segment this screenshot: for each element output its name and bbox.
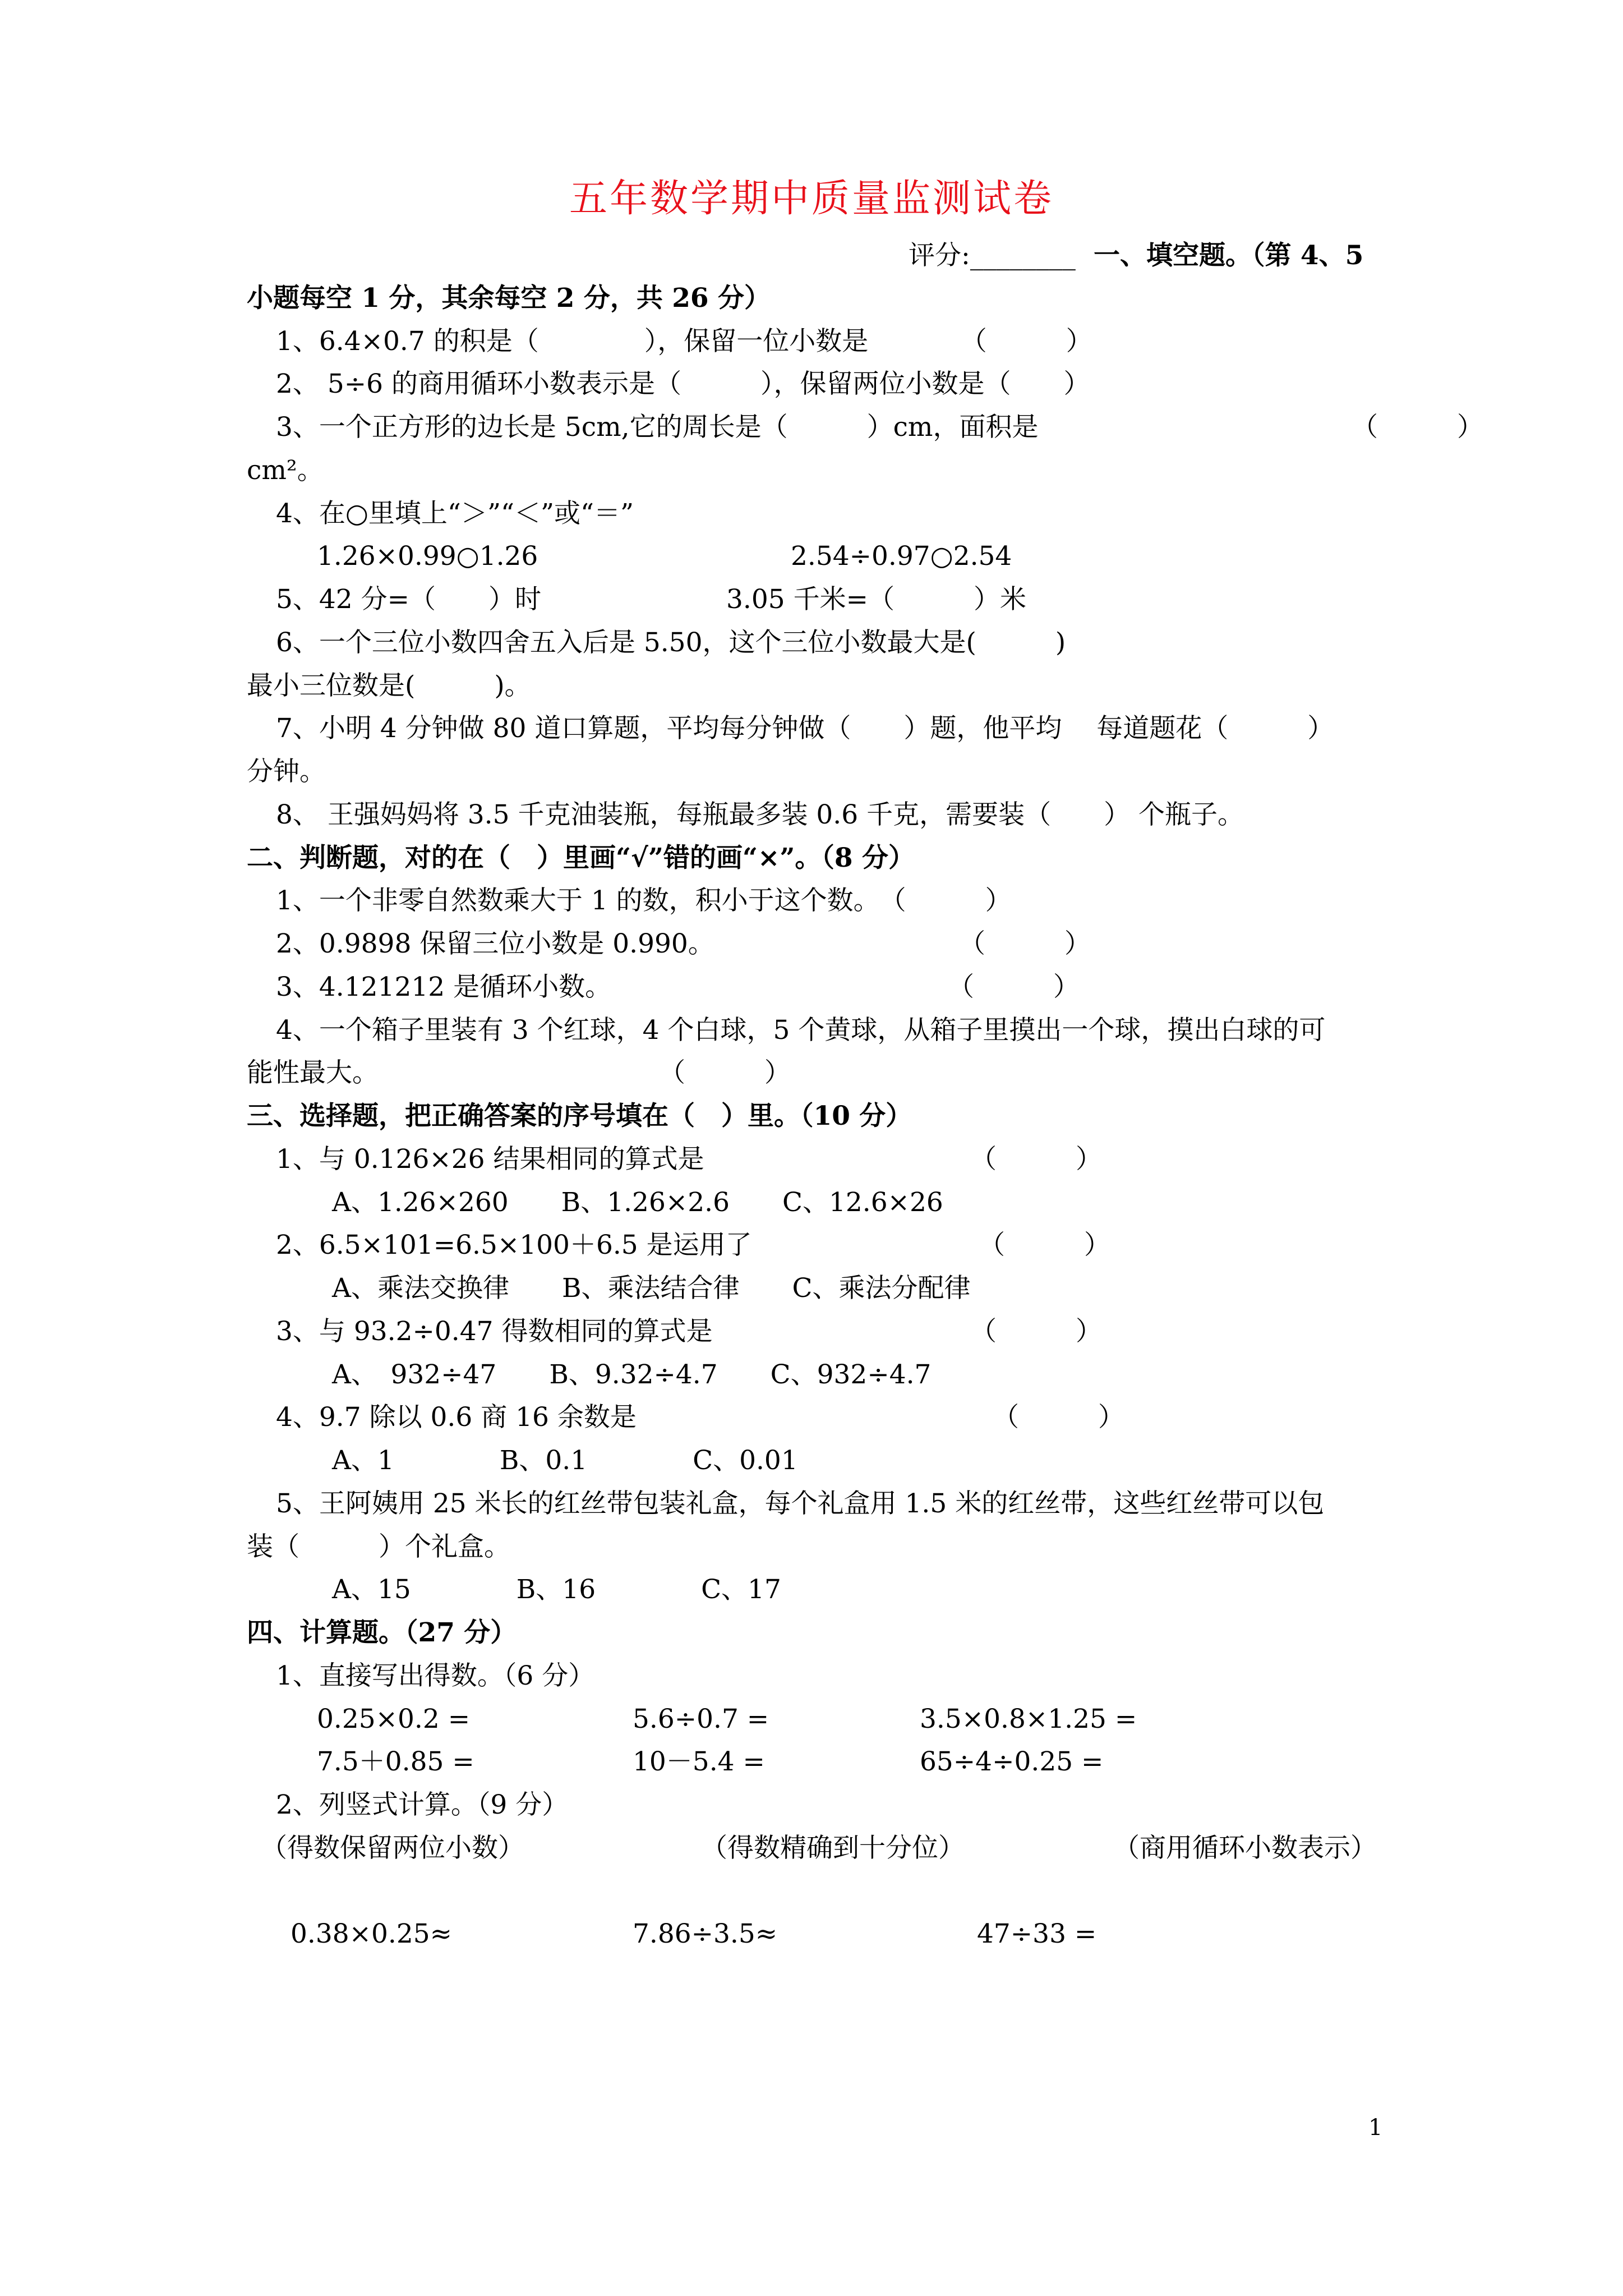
s1-question-3-cont: cm²。 xyxy=(247,455,324,486)
page-number: 1 xyxy=(1368,2115,1383,2141)
s1-question-7: 7、小明 4 分钟做 80 道口算题，平均每分钟做（ ）题，他平均 每道题花（ ） xyxy=(276,713,1334,744)
s3-question-1: 1、与 0.126×26 结果相同的算式是 xyxy=(276,1144,704,1175)
s1-question-2: 2、 5÷6 的商用循环小数表示是（ ），保留两位小数是（ ） xyxy=(276,369,1090,399)
page-title: 五年数学期中质量监测试卷 xyxy=(569,177,1054,221)
s1-question-5-a: 5、42 分=（ ）时 xyxy=(276,584,542,615)
s3-question-2-options: A、乘法交换律 B、乘法结合律 C、乘法分配律 xyxy=(332,1273,971,1304)
s1-question-8: 8、 王强妈妈将 3.5 千克油装瓶，每瓶最多装 0.6 千克，需要装（ ） 个瓶子。 xyxy=(276,799,1244,830)
s3-question-5-cont: 装（ ）个礼盒。 xyxy=(247,1531,510,1562)
s4-question-2: 2、列竖式计算。（9 分） xyxy=(276,1789,569,1820)
s4-note-b: （得数精确到十分位） xyxy=(701,1833,965,1864)
s4-calc-2b: 10－5.4 = xyxy=(633,1746,765,1777)
s3-question-3-options: A、 932÷47 B、9.32÷4.7 C、932÷4.7 xyxy=(332,1359,932,1390)
s4-calc-1b: 5.6÷0.7 = xyxy=(633,1704,769,1734)
s2-question-2-blank: （ ） xyxy=(959,928,1091,959)
s1-question-5-b: 3.05 千米=（ ）米 xyxy=(726,584,1026,615)
s1-question-7-cont: 分钟。 xyxy=(247,756,326,787)
s2-question-3: 3、4.121212 是循环小数。 xyxy=(276,972,612,1002)
s4-vertical-1: 0.38×0.25≈ xyxy=(291,1918,453,1949)
s1-question-6-cont: 最小三位数是( )。 xyxy=(247,670,531,701)
s3-question-4-options: A、1 B、0.1 C、0.01 xyxy=(332,1445,798,1476)
s3-question-2-blank: （ ） xyxy=(979,1230,1110,1260)
s4-note-a: （得数保留两位小数） xyxy=(261,1833,524,1864)
s4-note-c: （商用循环小数表示） xyxy=(1113,1833,1377,1864)
s2-question-1: 1、一个非零自然数乘大于 1 的数，积小于这个数。 （ ） xyxy=(276,885,1012,916)
s4-question-1: 1、直接写出得数。（6 分） xyxy=(276,1660,595,1691)
s2-question-2: 2、0.9898 保留三位小数是 0.990。 xyxy=(276,928,714,959)
score-label: 评分:________ xyxy=(909,240,1076,271)
s3-question-4: 4、9.7 除以 0.6 商 16 余数是 xyxy=(276,1402,637,1433)
s3-question-3: 3、与 93.2÷0.47 得数相同的算式是 xyxy=(276,1316,713,1347)
s3-question-3-blank: （ ） xyxy=(970,1316,1102,1347)
s2-question-3-blank: （ ） xyxy=(948,972,1080,1002)
section4-heading: 四、计算题。（27 分） xyxy=(247,1617,517,1648)
s3-question-1-options: A、1.26×260 B、1.26×2.6 C、12.6×26 xyxy=(332,1187,943,1218)
s4-calc-1a: 0.25×0.2 = xyxy=(317,1704,471,1734)
s2-question-4-cont: 能性最大。 xyxy=(247,1057,379,1088)
s3-question-1-blank: （ ） xyxy=(970,1144,1102,1175)
s1-question-6: 6、一个三位小数四舍五入后是 5.50，这个三位小数最大是( ) xyxy=(276,627,1066,658)
s1-question-4: 4、在○里填上“＞”“＜”或“＝” xyxy=(276,498,634,529)
s4-calc-2a: 7.5＋0.85 = xyxy=(317,1746,474,1777)
s4-vertical-3: 47÷33 = xyxy=(977,1918,1097,1949)
s1-question-3: 3、一个正方形的边长是 5cm,它的周长是（ ）cm，面积是 xyxy=(276,412,1039,443)
s2-question-4: 4、一个箱子里装有 3 个红球，4 个白球，5 个黄球，从箱子里摸出一个球，摸出白球的可 xyxy=(276,1015,1326,1046)
s4-calc-2c: 65÷4÷0.25 = xyxy=(920,1746,1104,1777)
s1-question-1: 1、6.4×0.7 的积是（ ），保留一位小数是 （ ） xyxy=(276,326,1092,357)
s1-question-4-a: 1.26×0.99○1.26 xyxy=(317,541,538,572)
s2-question-4-blank: （ ） xyxy=(659,1057,791,1088)
section3-heading: 三、选择题，把正确答案的序号填在（ ）里。（10 分） xyxy=(247,1101,912,1131)
section1-heading: 一、填空题。（第 4、5 xyxy=(1094,240,1364,271)
s4-vertical-2: 7.86÷3.5≈ xyxy=(633,1918,778,1949)
s3-question-2: 2、6.5×101=6.5×100＋6.5 是运用了 xyxy=(276,1230,752,1260)
s3-question-5-options: A、15 B、16 C、17 xyxy=(332,1574,781,1605)
s4-calc-1c: 3.5×0.8×1.25 = xyxy=(920,1704,1137,1734)
section1-heading-cont: 小题每空 1 分，其余每空 2 分，共 26 分） xyxy=(247,283,771,314)
s3-question-4-blank: （ ） xyxy=(993,1402,1124,1433)
s3-question-5: 5、王阿姨用 25 米长的红丝带包装礼盒，每个礼盒用 1.5 米的红丝带，这些红丝带可以包 xyxy=(276,1488,1325,1519)
s1-question-3-blank: （ ） xyxy=(1352,412,1483,443)
section2-heading: 二、判断题，对的在（ ）里画“√”错的画“×”。（8 分） xyxy=(247,843,915,873)
s1-question-4-b: 2.54÷0.97○2.54 xyxy=(791,541,1012,572)
